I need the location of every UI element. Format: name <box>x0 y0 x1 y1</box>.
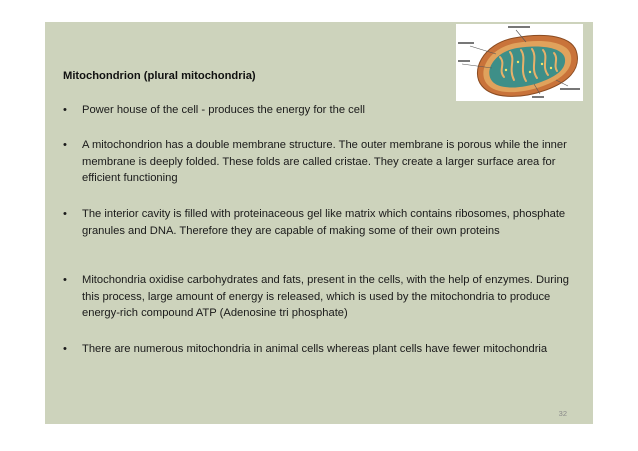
bullet-dot: • <box>63 208 67 220</box>
bullet-dot: • <box>63 104 67 116</box>
bullet-item <box>63 206 585 239</box>
bullet-text: The interior cavity is filled with proteinaceous gel like matrix which contains ribosomes, phosphate granules and DNA. Therefore they are capable of making some of their own proteins <box>82 208 566 237</box>
bullet-item <box>63 137 585 187</box>
bullet-text: Mitochondria oxidise carbohydrates and fats, present in the cells, with the help of enzymes. During this process, large amount of energy is released, which is used by the mitochondria to produce energy-rich compound ATP (Adenosine tri phosphate) <box>82 274 569 319</box>
bullet-item <box>63 102 585 119</box>
mitochondrion-figure <box>456 24 583 101</box>
bullet-dot: • <box>63 343 67 355</box>
bullet-text: A mitochondrion has a double membrane structure. The outer membrane is porous while the inner membrane is deeply folded. These folds are called cristae. They create a larger surface area for efficient functioning <box>82 139 567 184</box>
bullet-item <box>63 272 585 322</box>
bullet-dot: • <box>63 139 67 151</box>
bullet-text: Power house of the cell - produces the energy for the cell <box>82 104 365 116</box>
bullet-dot: • <box>63 274 67 286</box>
bullet-text: There are numerous mitochondria in animal cells whereas plant cells have fewer mitochondria <box>82 343 548 355</box>
slide <box>45 22 593 424</box>
page-number: 32 <box>558 409 567 418</box>
slide-title: Mitochondrion (plural mitochondria) <box>63 70 256 82</box>
mitochondrion-diagram-icon <box>456 24 583 101</box>
bullet-item <box>63 341 585 358</box>
